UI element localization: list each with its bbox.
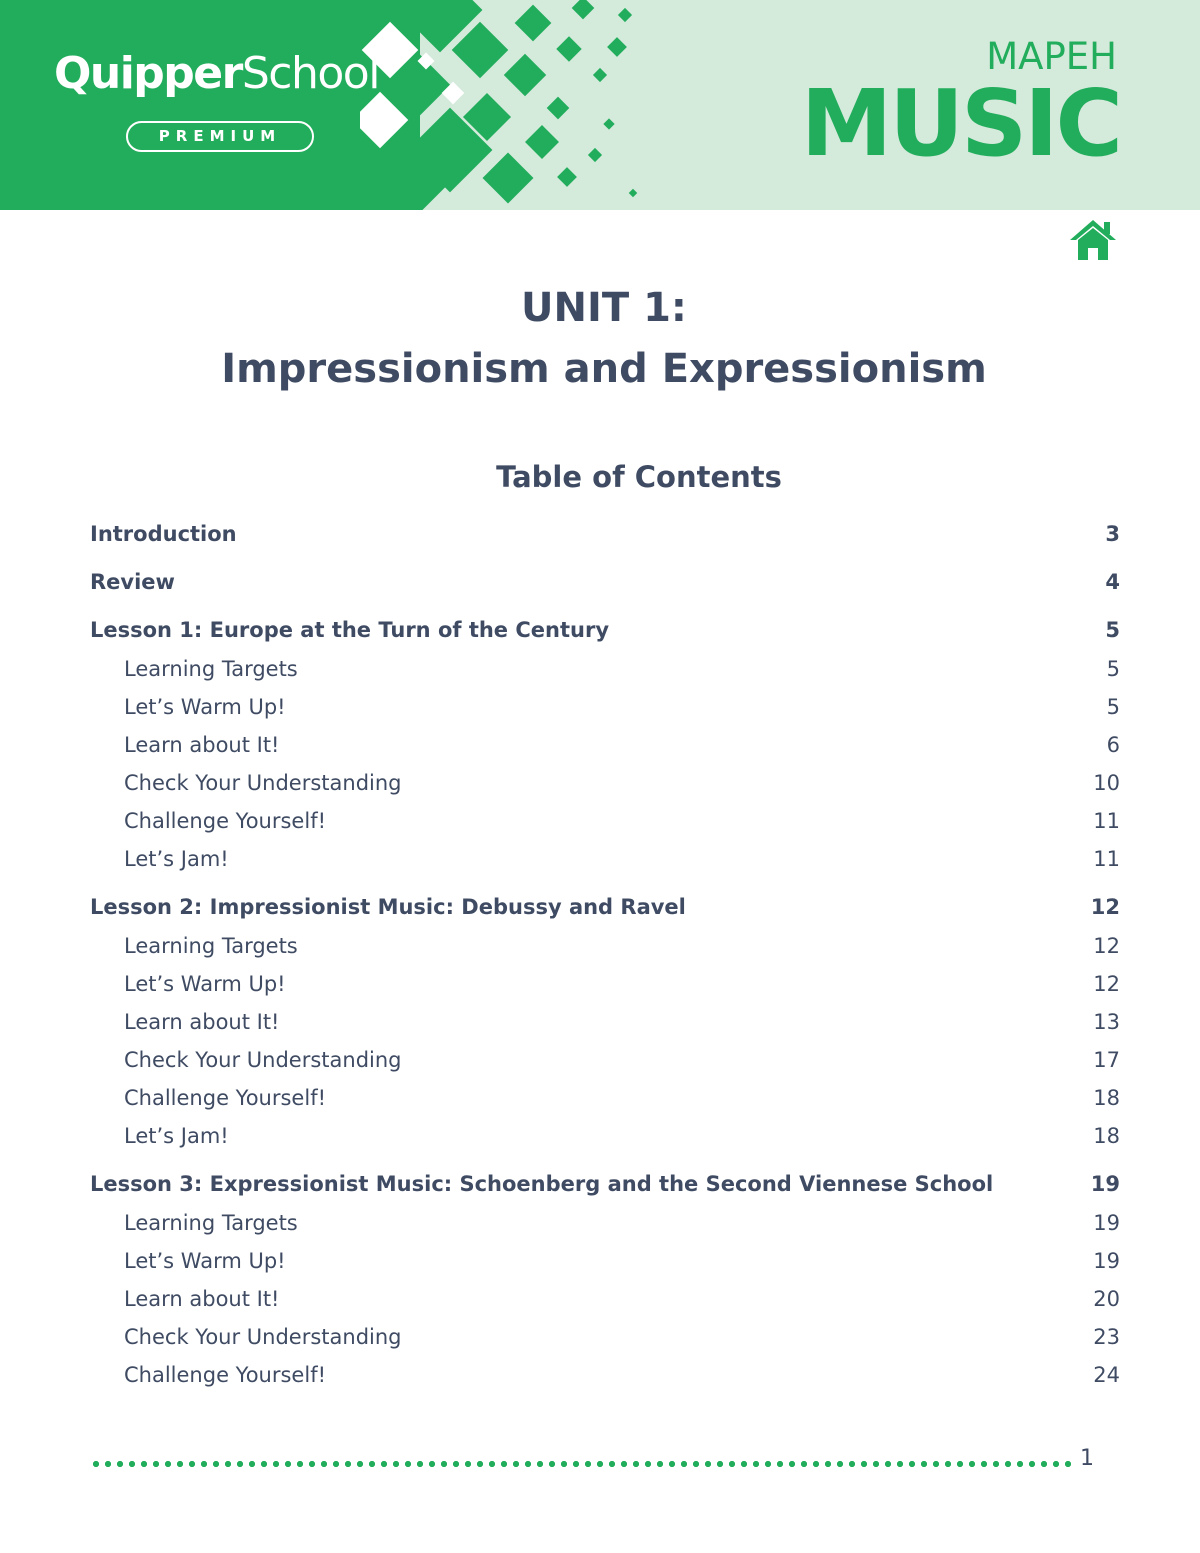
toc-subentry[interactable] [90, 930, 1120, 962]
toc-subentry[interactable] [90, 1120, 1120, 1152]
toc-entry-label: Lesson 2: Impressionist Music: Debussy and Ravel [90, 895, 686, 919]
toc-entry-page: 13 [1093, 1010, 1120, 1034]
toc-entry-page: 12 [1093, 972, 1120, 996]
toc-entry-page: 12 [1090, 895, 1120, 919]
toc-subentry[interactable] [90, 691, 1120, 723]
home-icon[interactable] [1068, 218, 1118, 262]
toc-entry-page: 5 [1106, 695, 1120, 719]
toc-entry-label: Challenge Yourself! [124, 1363, 327, 1387]
toc-subentry[interactable] [90, 653, 1120, 685]
toc-entry-page: 19 [1090, 1172, 1120, 1196]
toc-entry-page: 3 [1105, 522, 1120, 546]
toc-entry-label: Lesson 3: Expressionist Music: Schoenberg and the Second Viennese School [90, 1172, 994, 1196]
toc-entry-page: 23 [1093, 1325, 1120, 1349]
toc-entry-label: Check Your Understanding [124, 1048, 402, 1072]
toc-subentry[interactable] [90, 1044, 1120, 1076]
toc-subentry[interactable] [90, 805, 1120, 837]
toc-entry-page: 19 [1093, 1249, 1120, 1273]
toc-subentry[interactable] [90, 1321, 1120, 1353]
toc-entry[interactable] [90, 566, 1120, 598]
toc-entry-label: Let’s Jam! [124, 847, 229, 871]
toc-subentry[interactable] [90, 1006, 1120, 1038]
toc-entry-label: Let’s Warm Up! [124, 1249, 286, 1273]
toc-entry-page: 24 [1093, 1363, 1120, 1387]
premium-badge: PREMIUM [126, 121, 314, 152]
toc-entry[interactable] [90, 614, 1120, 646]
toc-entry-label: Learning Targets [124, 657, 298, 681]
quipper-school-logo [54, 48, 379, 99]
toc-entry-label: Learn about It! [124, 1287, 280, 1311]
brand-name-part1: Quipper [54, 48, 242, 99]
toc-subentry[interactable] [90, 1245, 1120, 1277]
toc-entry-page: 5 [1105, 618, 1120, 642]
subject-title: MUSIC [800, 70, 1120, 177]
unit-name: Impressionism and Expressionism [221, 346, 987, 392]
footer-dotted-rule [90, 1460, 1072, 1468]
toc-entry-page: 19 [1093, 1211, 1120, 1235]
toc-subentry[interactable] [90, 1082, 1120, 1114]
toc-entry-label: Review [90, 570, 175, 594]
toc-entry-label: Challenge Yourself! [124, 809, 327, 833]
page-header [0, 0, 1200, 210]
toc-entry-page: 18 [1093, 1124, 1120, 1148]
toc-entry-page: 4 [1105, 570, 1120, 594]
toc-heading: Table of Contents [496, 460, 782, 494]
toc-subentry[interactable] [90, 1283, 1120, 1315]
toc-entry-label: Learning Targets [124, 1211, 298, 1235]
toc-subentry[interactable] [90, 767, 1120, 799]
toc-entry-label: Let’s Warm Up! [124, 695, 286, 719]
toc-entry-page: 17 [1093, 1048, 1120, 1072]
brand-name-part2: School [241, 48, 379, 99]
toc-subentry[interactable] [90, 843, 1120, 875]
toc-entry-label: Check Your Understanding [124, 1325, 402, 1349]
toc-entry-page: 11 [1093, 809, 1120, 833]
unit-number: UNIT 1: [521, 285, 687, 331]
toc-entry-label: Let’s Warm Up! [124, 972, 286, 996]
toc-subentry[interactable] [90, 1207, 1120, 1239]
toc-entry-label: Check Your Understanding [124, 771, 402, 795]
toc-entry[interactable] [90, 1168, 1120, 1200]
toc-entry-label: Let’s Jam! [124, 1124, 229, 1148]
toc-entry-label: Challenge Yourself! [124, 1086, 327, 1110]
toc-entry-page: 20 [1093, 1287, 1120, 1311]
toc-entry-page: 6 [1106, 733, 1120, 757]
page-number: 1 [1080, 1446, 1094, 1471]
toc-entry-page: 5 [1106, 657, 1120, 681]
toc-entry-label: Learning Targets [124, 934, 298, 958]
toc-entry-label: Learn about It! [124, 1010, 280, 1034]
toc-entry-page: 12 [1093, 934, 1120, 958]
toc-entry-page: 18 [1093, 1086, 1120, 1110]
header-diamond-pattern [360, 0, 660, 210]
toc-entry-label: Learn about It! [124, 733, 280, 757]
header-green-panel [0, 0, 420, 210]
toc-subentry[interactable] [90, 729, 1120, 761]
toc-subentry[interactable] [90, 1359, 1120, 1391]
toc-entry-page: 11 [1093, 847, 1120, 871]
subject-group-label: MAPEH [986, 35, 1117, 78]
toc-entry-label: Introduction [90, 522, 237, 546]
toc-entry[interactable] [90, 518, 1120, 550]
toc-entry-page: 10 [1093, 771, 1120, 795]
toc-entry-label: Lesson 1: Europe at the Turn of the Century [90, 618, 610, 642]
toc-subentry[interactable] [90, 968, 1120, 1000]
toc-entry[interactable] [90, 891, 1120, 923]
